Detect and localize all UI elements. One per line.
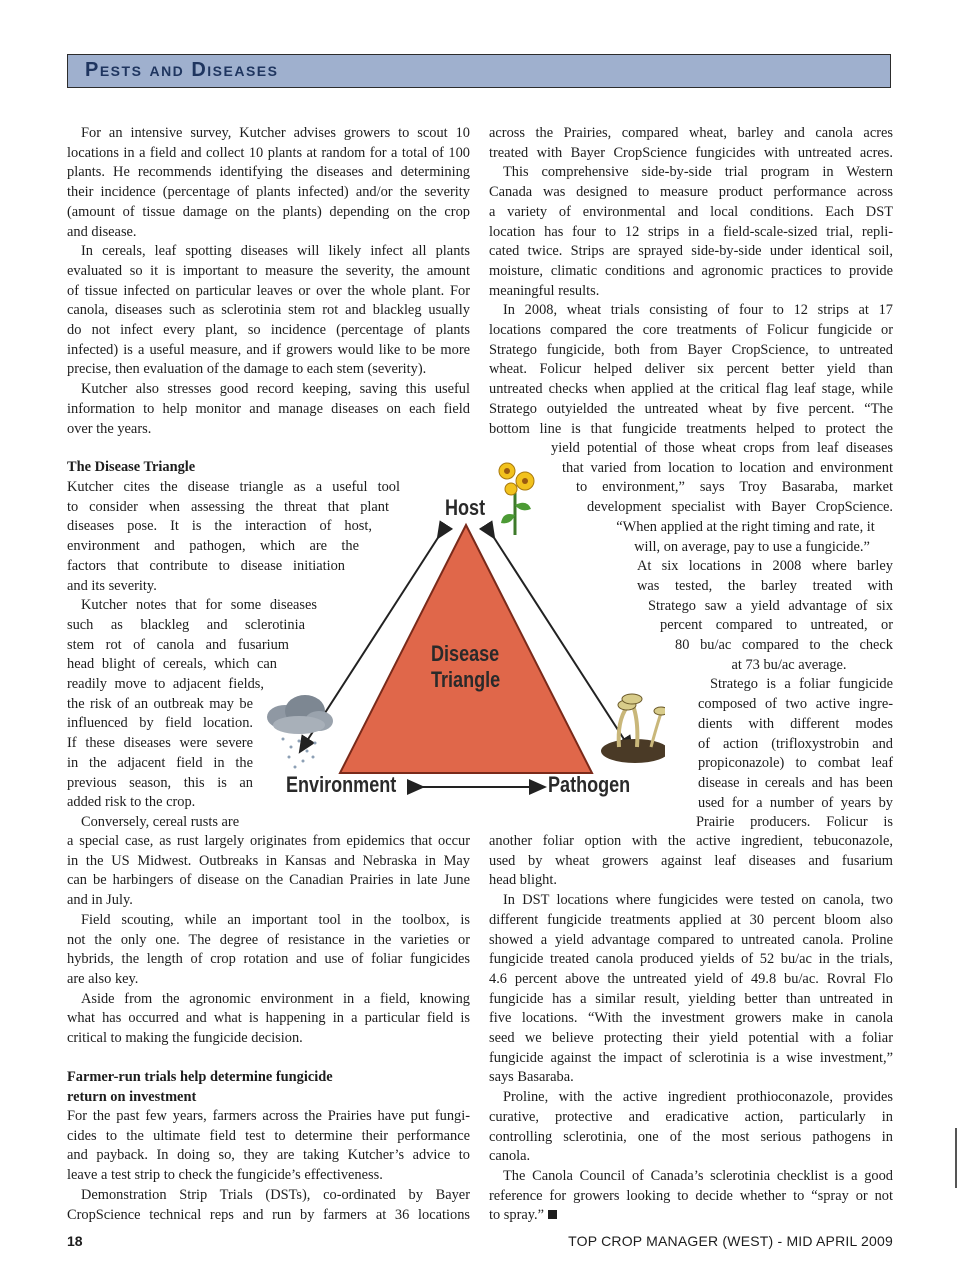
right-bottom-line: curative, protective and eradicative action, particularly in — [489, 1108, 893, 1125]
flower-icon — [499, 463, 534, 535]
right-bottom-line: fungicide has a similar result, yielding better than untreated in — [489, 990, 893, 1007]
left-column-end — [67, 1107, 470, 1225]
magazine-footer: TOP CROP MANAGER (WEST) - MID APRIL 2009 — [568, 1233, 893, 1249]
edge-mark — [955, 1128, 957, 1188]
right-wrap-line: propiconazole) to combat leaf — [698, 755, 893, 772]
page-number: 18 — [67, 1233, 83, 1249]
left-bottom-line: in the US Midwest. Outbreaks in Kansas and Nebraska in May — [67, 852, 470, 869]
farmer-trials-heading-line-1: Farmer-run trials help determine fungicide — [67, 1069, 333, 1085]
left-end-line: Demonstration Strip Trials (DSTs), co-ordinated by Bayer — [81, 1186, 470, 1203]
right-top-line: cated twice. Strips are sprayed side-by-side under identical soil, — [489, 243, 893, 260]
left-bottom-line: not the only one. The degree of resistance in the varieties or — [67, 931, 470, 948]
right-wrap-line: “When applied at the right timing and rate, it — [616, 518, 875, 535]
right-bottom-line: fungicide treated canola produced yields of 52 bu/ac in the trials, — [489, 951, 893, 968]
right-wrap-line: composed of two active ingre- — [698, 696, 893, 713]
left-top-line: locations in a field and collect 10 plants at random for a total of 100 — [67, 144, 470, 161]
right-bottom-line: different fungicide treatments applied at 30 percent bloom also — [489, 911, 893, 928]
right-top-line: meaningful results. — [489, 282, 600, 299]
right-bottom-line: to spray.” — [489, 1206, 893, 1226]
right-bottom-line: reference for growers looking to decide whether to “spray or not — [489, 1187, 893, 1204]
left-bottom-line: can be harbingers of disease on the Canadian Prairies in late June — [67, 872, 470, 889]
end-mark — [548, 1210, 557, 1219]
left-top-line: their incidence (percentage of plants infected) and/or the severity — [67, 184, 470, 201]
right-bottom-line: used by wheat growers against leaf diseases and fusarium — [489, 852, 893, 869]
right-wrap-line: at 73 bu/ac average. — [731, 656, 847, 673]
right-wrap-line: to environment,” says Troy Basaraba, market — [576, 479, 893, 496]
left-bottom-line: critical to making the fungicide decision. — [67, 1030, 303, 1047]
left-bottom-line: a special case, as rust largely originates from epidemics that occur — [67, 833, 470, 849]
right-column-bottom — [489, 832, 893, 1226]
left-wrap-line: added risk to the crop. — [67, 794, 196, 811]
right-wrap-line: of action (trifloxystrobin and — [698, 735, 893, 752]
left-wrap-line: and its severity. — [67, 577, 157, 594]
left-top-line: In cereals, leaf spotting diseases will likely infect all plants — [81, 243, 470, 260]
right-top-line: Stratego fungicide, both from Bayer CropScience, to untreated — [489, 341, 893, 358]
right-wrap-line: 80 bu/ac compared to the check — [675, 637, 893, 654]
left-bottom-line: Field scouting, while an important tool in the toolbox, is — [81, 911, 470, 928]
right-wrap-line: Stratego is a foliar fungicide — [710, 676, 893, 693]
diagram-title — [431, 641, 500, 693]
left-bottom-line: are also key. — [67, 970, 139, 987]
right-bottom-line: 4.6 percent above the untreated yield of 49.8 bu/ac. Rovral Flo — [489, 970, 893, 987]
section-title: Pests and Diseases — [85, 59, 279, 81]
right-top-line: Stratego outyielded the untreated wheat by five percent. “The — [489, 400, 893, 417]
left-wrap-line: Kutcher cites the disease triangle as a useful tool — [67, 479, 400, 495]
left-wrap-line: If these diseases were severe — [67, 735, 253, 752]
right-top-line: across the Prairies, compared wheat, barley and canola acres — [489, 125, 893, 141]
right-wrap-line: yield potential of those wheat crops from leaf diseases — [551, 440, 893, 456]
right-bottom-line: The Canola Council of Canada’s sclerotinia checklist is a good — [503, 1167, 893, 1184]
left-wrap-line: Kutcher notes that for some diseases — [81, 597, 317, 614]
right-wrap-line: Stratego saw a yield advantage of six — [648, 597, 893, 614]
left-top-line: infected) is a useful measure, and if growers would like to be more — [67, 341, 470, 358]
left-bottom-line: what has occurred and what is happening in a particular field is — [67, 1010, 470, 1027]
left-end-line: cides to the ultimate field test to determine their performance — [67, 1127, 470, 1144]
right-top-line: Canada was designed to measure product performance across — [489, 184, 893, 201]
left-bottom-line: hybrids, the length of crop rotation and use of foliar fungicides — [67, 951, 470, 968]
right-top-line: This comprehensive side-by-side trial program in Western — [503, 164, 893, 181]
left-bottom-line: and in July. — [67, 892, 133, 909]
left-wrap-line: stem rot of canola and fusarium — [67, 636, 289, 653]
host-label: Host — [445, 495, 486, 520]
left-end-line: and payback. In doing so, they are taking Kutcher’s advice to — [67, 1147, 470, 1164]
right-top-line: untreated checks when applied at the critical flag leaf stage, while — [489, 381, 893, 398]
right-bottom-line: controlling sclerotinia, one of the most serious pathogens in — [489, 1128, 893, 1145]
right-bottom-line: canola. — [489, 1148, 531, 1165]
right-column-top — [489, 124, 893, 439]
left-top-line: information to help monitor and manage diseases on each field — [67, 400, 470, 417]
left-wrap-line: to consider when assessing the threat that plant — [67, 498, 389, 515]
left-wrap-line: factors that contribute to disease initiation — [67, 557, 345, 574]
right-wrap-line: that varied from location to location and environment — [562, 459, 893, 476]
left-end-line: CropScience technical reps and run by farmers at 36 locations — [67, 1206, 470, 1223]
section-banner — [67, 54, 891, 88]
left-wrap-line: in the adjacent field in the — [67, 754, 253, 771]
right-top-line: moisture, climatic conditions and agronomic practices to provide — [489, 262, 893, 279]
pathogen-icon — [601, 694, 665, 763]
left-top-line: of tissue infected on particular leaves or over the whole plant. For — [67, 282, 470, 299]
farmer-trials-heading-line-2: return on investment — [67, 1088, 197, 1105]
right-top-line: In 2008, wheat trials consisting of four to 12 strips at 17 — [503, 302, 893, 319]
right-bottom-line: seed we believe protecting their yield potential with a foliar — [489, 1030, 893, 1047]
right-bottom-line: says Basaraba. — [489, 1069, 574, 1086]
disease-triangle-heading: The Disease Triangle — [67, 459, 196, 475]
right-top-line: location has four to 12 strips in a field-scale-sized trial, repli- — [489, 223, 893, 240]
right-bottom-line: Proline, with the active ingredient prothioconazole, provides — [503, 1089, 893, 1106]
left-wrap-line: the risk of an outbreak may be — [67, 695, 253, 712]
right-wrap-line: dients with different modes — [698, 715, 893, 732]
left-top-line: evaluated so it is important to measure the severity, the amount — [67, 262, 470, 279]
right-bottom-line: showed a yield advantage compared to untreated canola. Proline — [489, 931, 893, 948]
right-wrap-line: percent compared to untreated, or — [660, 617, 893, 634]
right-wrap-line: was tested, the barley treated with — [637, 577, 893, 594]
right-top-line: bottom line is that fungicide treatments helped to protect the — [489, 420, 893, 437]
right-bottom-line: another foliar option with the active ingredient, tebuconazole, — [489, 833, 893, 849]
left-end-line: For the past few years, farmers across the Prairies have put fungi- — [67, 1108, 470, 1124]
left-top-line: do not infect every plant, so incidence (percentage of plants — [67, 322, 470, 339]
left-wrap-line: such as blackleg and sclerotinia — [67, 616, 305, 633]
right-bottom-line: fungicide against the impact of sclerotinia is a wise investment,” — [489, 1049, 893, 1066]
left-column-bottom — [67, 832, 470, 1049]
right-wrap-line: used for a number of years by — [698, 794, 893, 811]
right-top-line: a variety of environmental and local conditions. Each DST — [489, 203, 893, 220]
disease-triangle-diagram — [255, 455, 665, 815]
diagram-title-line-2: Triangle — [431, 667, 501, 692]
right-bottom-line: five locations. “With the investment growers make in canola — [489, 1010, 893, 1027]
left-top-line: Kutcher also stresses good record keeping, saving this useful — [81, 381, 470, 398]
right-top-line: treated with Bayer CropScience fungicides with untreated acres. — [489, 144, 893, 161]
left-top-line: over the years. — [67, 420, 152, 437]
farmer-trials-heading-block — [67, 1068, 470, 1107]
left-top-line: plants. He recommends identifying the diseases and determining — [67, 164, 470, 181]
left-wrap-line: readily move to adjacent fields, — [67, 676, 264, 693]
left-wrap-line: diseases pose. It is the interaction of host, — [67, 518, 372, 535]
diagram-title-line-1: Disease — [431, 641, 500, 666]
left-end-line: leave a test strip to check the fungicide’s effectiveness. — [67, 1167, 383, 1184]
left-column-intro — [67, 124, 470, 439]
left-top-line: (amount of tissue damage on the plants) depending on the crop — [67, 203, 470, 220]
right-bottom-line: In DST locations where fungicides were tested on canola, two — [503, 892, 893, 909]
pathogen-label: Pathogen — [548, 772, 631, 797]
left-wrap-line: previous season, this is an — [67, 774, 253, 791]
right-wrap-line: Prairie producers. Folicur is — [696, 814, 893, 831]
left-wrap-line: Conversely, cereal rusts are — [81, 813, 240, 830]
right-wrap-line: disease in cereals and has been — [698, 774, 893, 791]
cloud-icon — [267, 695, 333, 769]
left-top-line: and disease. — [67, 223, 137, 240]
left-top-line: For an intensive survey, Kutcher advises growers to scout 10 — [81, 125, 470, 141]
left-top-line: canola, diseases such as sclerotinia stem rot and blackleg usually — [67, 302, 470, 319]
left-top-line: precise, then evaluation of the damage to each stem (severity). — [67, 361, 427, 378]
right-bottom-line: head blight. — [489, 872, 557, 889]
right-wrap-line: At six locations in 2008 where barley — [637, 558, 893, 575]
right-wrap-line: will, on average, pay to use a fungicide.” — [634, 538, 870, 555]
left-wrap-line: environment and pathogen, which are the — [67, 538, 359, 555]
left-wrap-line: head blight of cereals, which can — [67, 656, 277, 673]
left-wrap-line: influenced by field location. — [67, 715, 253, 732]
right-wrap-line: development specialist with Bayer CropScience. — [587, 499, 893, 516]
left-bottom-line: Aside from the agronomic environment in a field, knowing — [81, 990, 470, 1007]
right-top-line: wheat. Folicur helped deliver six percent better yield than — [489, 361, 893, 378]
right-top-line: locations compared the core treatments of Folicur fungicide or — [489, 322, 893, 339]
environment-label: Environment — [286, 772, 397, 797]
